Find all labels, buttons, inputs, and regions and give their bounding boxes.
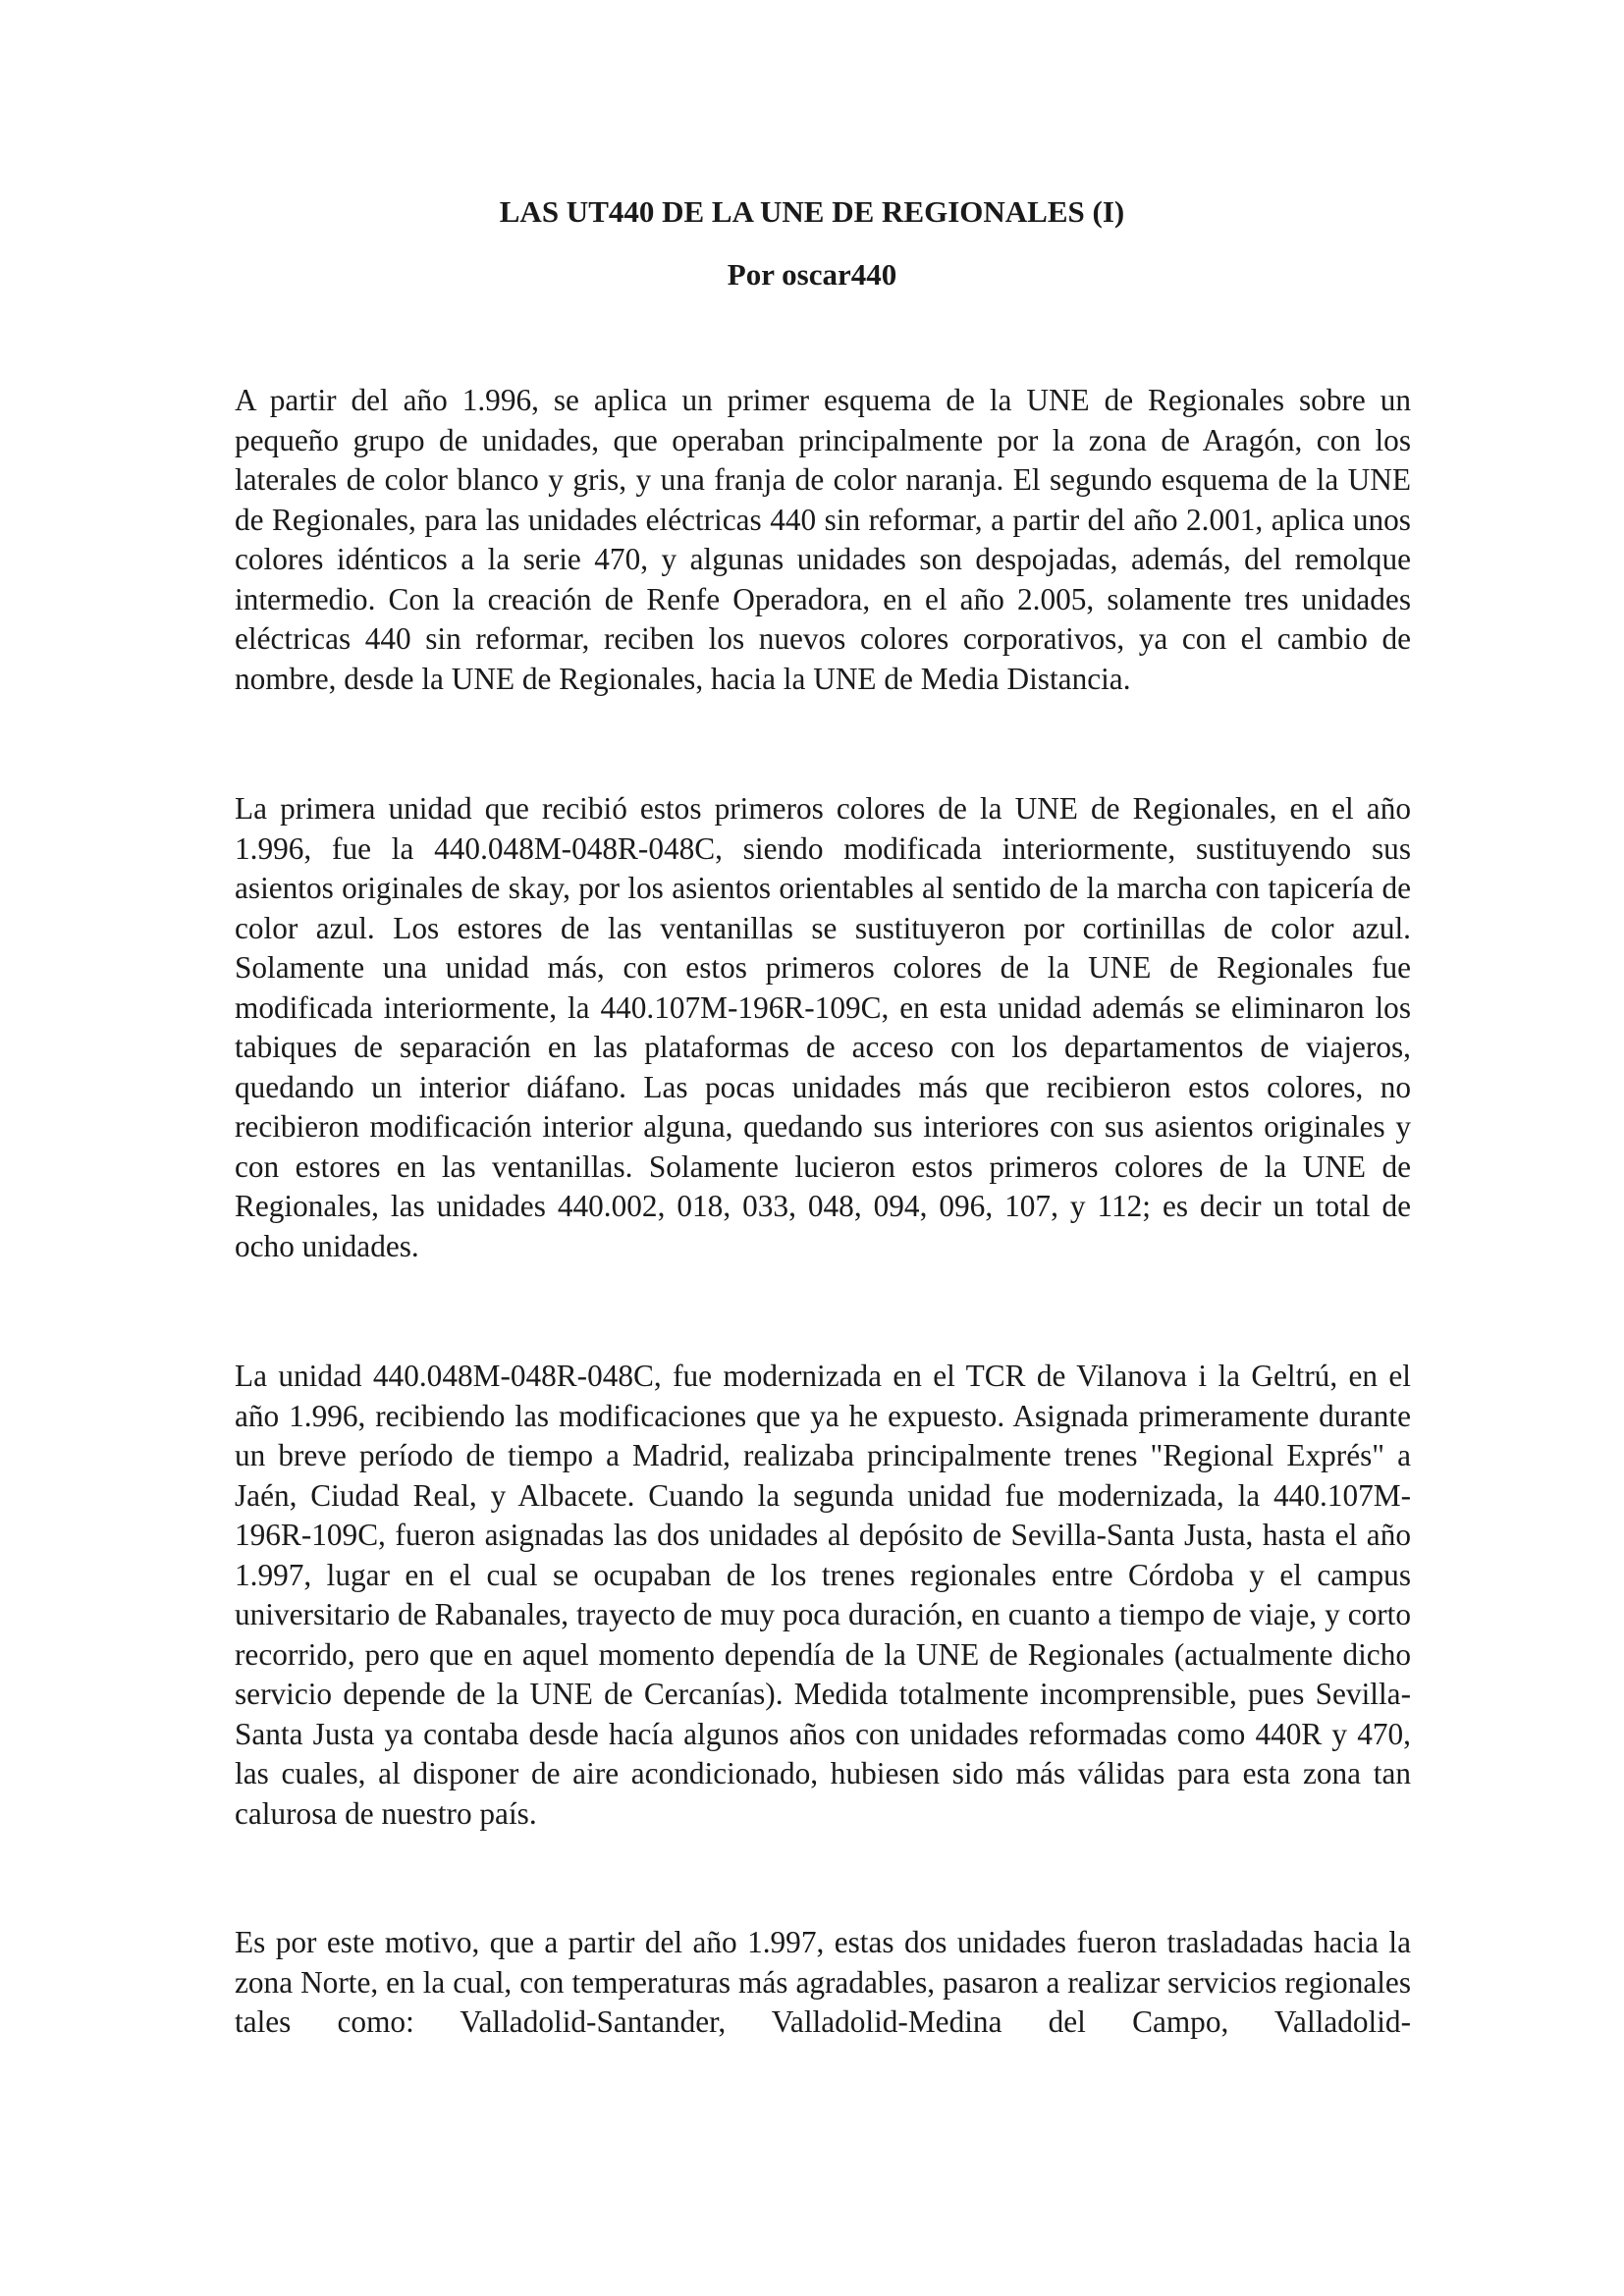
paragraph-2: La primera unidad que recibió estos primeros colores de la UNE de Regionales, en el año 1.996, fue la 440.048M-048R-048C, siendo modificada interiormente, sustituyendo sus asientos originales de skay, por los asientos orientables al sentido de la marcha con tapicería de color azul. Los estores de las ventanillas se sustituyeron por cortinillas de color azul. Solamente una unidad más, con estos primeros colores de la UNE de Regionales fue modificada interiormente, la 440.107M-196R-109C, en esta unidad además se eliminaron los tabiques de separación en las plataformas de acceso con los departamentos de viajeros, quedando un interior diáfano. Las pocas unidades más que recibieron estos colores, no recibieron modificación interior alguna, quedando sus interiores con sus asientos originales y con estores en las ventanillas. Solamente lucieron estos primeros colores de la UNE de Regionales, las unidades 440.002, 018, 033, 048, 094, 096, 107, y 112; es decir un total de ocho unidades. [235,791,1411,1263]
paragraph-3: La unidad 440.048M-048R-048C, fue modernizada en el TCR de Vilanova i la Geltrú, en el año 1.996, recibiendo las modificaciones que ya he expuesto. Asignada primeramente durante un breve período de tiempo a Madrid, realizaba principalmente trenes "Regional Exprés" a Jaén, Ciudad Real, y Albacete. Cuando la segunda unidad fue modernizada, la 440.107M-196R-109C, fueron asignadas las dos unidades al depósito de Sevilla-Santa Justa, hasta el año 1.997, lugar en el cual se ocupaban de los trenes regionales entre Córdoba y el campus universitario de Rabanales, trayecto de muy poca duración, en cuanto a tiempo de viaje, y corto recorrido, pero que en aquel momento dependía de la UNE de Regionales (actualmente dicho servicio depende de la UNE de Cercanías). Medida totalmente incomprensible, pues Sevilla-Santa Justa ya contaba desde hacía algunos años con unidades reformadas como 440R y 470, las cuales, al disponer de aire acondicionado, hubiesen sido más válidas para esta zona tan calurosa de nuestro país. [235,1359,1411,1831]
document-author: Por oscar440 [727,257,897,292]
document-title: LAS UT440 DE LA UNE DE REGIONALES (I) [499,194,1125,229]
paragraph-4: Es por este motivo, que a partir del año 1.997, estas dos unidades fueron trasladadas hacia la zona Norte, en la cual, con temperaturas más agradables, pasaron a realizar servicios regionales tales como: Valladolid-Santander, Valladolid-Medina del Campo, Valladolid- [235,1925,1411,2039]
paragraph-1: A partir del año 1.996, se aplica un primer esquema de la UNE de Regionales sobre un pequeño grupo de unidades, que operaban principalmente por la zona de Aragón, con los laterales de color blanco y gris, y una franja de color naranja. El segundo esquema de la UNE de Regionales, para las unidades eléctricas 440 sin reformar, a partir del año 2.001, aplica unos colores idénticos a la serie 470, y algunas unidades son despojadas, además, del remolque intermedio. Con la creación de Renfe Operadora, en el año 2.005, solamente tres unidades eléctricas 440 sin reformar, reciben los nuevos colores corporativos, ya con el cambio de nombre, desde la UNE de Regionales, hacia la UNE de Media Distancia. [235,383,1411,696]
